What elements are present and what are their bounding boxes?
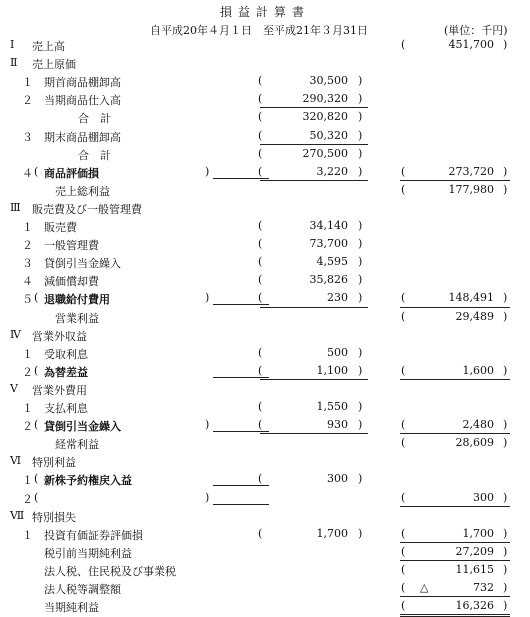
row-label: 経常利益	[55, 438, 99, 452]
col1-close-paren: )	[358, 291, 363, 305]
col1-open-paren: (	[258, 164, 263, 178]
col2-close-paren: )	[503, 599, 508, 613]
row-number: ２	[22, 492, 33, 506]
row-label: 合 計	[78, 112, 111, 126]
col1-amount: 1,100	[316, 363, 348, 377]
statement-row	[0, 561, 530, 579]
row-label: 投資有価証券評価損	[44, 528, 143, 542]
col2-open-paren: (	[401, 581, 406, 594]
statement-row	[0, 253, 530, 271]
statement-row	[0, 416, 530, 434]
statement-row	[0, 543, 530, 561]
col1-open-paren: (	[258, 273, 263, 287]
col2-close-paren: )	[503, 544, 508, 558]
statement-row	[0, 145, 530, 163]
row-label: 販売費及び一般管理費	[32, 202, 142, 216]
statement-row	[0, 36, 530, 54]
col1-amount: 73,700	[309, 237, 348, 251]
statement-row	[0, 308, 530, 326]
col2-amount: 2,480	[462, 418, 494, 432]
row-label: 営業利益	[55, 311, 99, 325]
rule-line	[260, 144, 368, 145]
col1-close-paren: )	[358, 219, 363, 232]
rule-line	[400, 542, 510, 543]
statement-row	[0, 326, 530, 344]
statement-row	[0, 452, 530, 470]
col1-close-paren: )	[358, 74, 363, 88]
row-label: 受取利息	[44, 347, 88, 361]
col1-open-paren: (	[258, 345, 263, 359]
row-number: １	[22, 221, 33, 234]
row-label: 商品評価損	[44, 166, 99, 180]
row-number: １	[22, 347, 33, 361]
rule-line	[400, 307, 510, 308]
col1-open-paren: (	[258, 526, 263, 540]
row-label: 売上原価	[32, 58, 76, 72]
col1-amount: 1,550	[316, 400, 348, 413]
row-label: 販売費	[44, 221, 77, 234]
statement-row	[0, 271, 530, 289]
col2-amount: 300	[473, 490, 494, 504]
statement-row	[0, 362, 530, 380]
document-title: 損益計算書	[219, 5, 310, 19]
label-underline	[213, 504, 269, 505]
statement-row	[0, 579, 530, 597]
close-paren: )	[205, 291, 210, 305]
col1-open-paren: (	[258, 219, 263, 232]
open-paren: (	[34, 291, 39, 305]
col2-open-paren: (	[401, 562, 406, 576]
row-number: ３	[22, 130, 33, 144]
col2-close-paren: )	[503, 363, 508, 377]
label-underline	[213, 178, 269, 179]
row-label: 法人税、住民税及び事業税	[44, 564, 176, 578]
statement-row	[0, 163, 530, 181]
label-underline	[213, 485, 269, 486]
open-paren: (	[34, 363, 39, 377]
col1-amount: 30,500	[309, 74, 348, 88]
col2-close-paren: )	[503, 38, 508, 51]
col1-amount: 290,320	[302, 92, 348, 106]
row-label: 新株予約権戻入益	[44, 474, 132, 488]
close-paren: )	[205, 490, 210, 504]
col2-open-paren: (	[401, 38, 406, 51]
rule-line	[260, 107, 368, 108]
row-label: 営業外収益	[32, 329, 87, 343]
col1-amount: 320,820	[302, 110, 348, 124]
statement-row	[0, 344, 530, 362]
row-number: ４	[22, 166, 33, 180]
col1-open-paren: (	[258, 400, 263, 413]
col1-close-paren: )	[358, 400, 363, 413]
col1-amount: 930	[327, 418, 348, 432]
col1-open-paren: (	[258, 255, 263, 269]
row-label: 特別損失	[32, 510, 76, 524]
col2-open-paren: (	[401, 526, 406, 540]
statement-row	[0, 398, 530, 416]
label-underline	[213, 431, 269, 432]
col1-open-paren: (	[258, 363, 263, 377]
rule-line	[260, 180, 368, 181]
statement-row	[0, 181, 530, 199]
col1-amount: 34,140	[309, 219, 348, 232]
col2-close-paren: )	[503, 490, 508, 504]
row-label: 貸倒引当金繰入	[44, 257, 121, 271]
col2-close-paren: )	[503, 562, 508, 576]
open-paren: (	[34, 418, 39, 432]
close-paren: )	[205, 164, 210, 178]
col2-amount: 732	[473, 581, 494, 594]
col2-open-paren: (	[401, 490, 406, 504]
col2-amount: 451,700	[448, 38, 494, 51]
rule-line	[260, 379, 368, 380]
col1-open-paren: (	[258, 291, 263, 305]
row-label: 減価償却費	[44, 275, 99, 289]
col2-open-paren: (	[401, 182, 406, 196]
rule-line	[260, 307, 368, 308]
row-number: １	[22, 76, 33, 90]
col2-amount: 1,700	[462, 526, 494, 540]
col1-close-paren: )	[358, 255, 363, 269]
fiscal-period: 自平成20年４月１日 至平成21年３月31日	[150, 24, 368, 37]
statement-row	[0, 470, 530, 488]
col1-close-paren: )	[358, 345, 363, 359]
col1-close-paren: )	[358, 110, 363, 124]
col2-close-paren: )	[503, 418, 508, 432]
col2-amount: 28,609	[455, 436, 494, 450]
col1-amount: 50,320	[309, 128, 348, 142]
row-number: Ⅵ	[10, 454, 22, 468]
row-number: ２	[22, 420, 33, 434]
row-number: Ⅴ	[10, 381, 18, 395]
col2-close-paren: )	[503, 164, 508, 178]
row-label: 貸倒引当金繰入	[44, 420, 121, 434]
col1-open-paren: (	[258, 418, 263, 432]
row-label: 当期純利益	[44, 601, 99, 615]
col1-open-paren: (	[258, 237, 263, 251]
row-number: ２	[22, 239, 33, 253]
statement-row	[0, 289, 530, 307]
col2-open-paren: (	[401, 291, 406, 305]
statement-row	[0, 380, 530, 398]
statement-row	[0, 489, 530, 507]
col2-amount: 1,600	[462, 363, 494, 377]
col1-amount: 230	[327, 291, 348, 305]
row-number: Ⅱ	[10, 56, 18, 70]
row-label: 期首商品棚卸高	[44, 76, 121, 90]
col1-close-paren: )	[358, 92, 363, 106]
statement-row	[0, 54, 530, 72]
col2-open-paren: (	[401, 436, 406, 450]
col2-open-paren: (	[401, 363, 406, 377]
row-number: ３	[22, 257, 33, 271]
row-number: Ⅳ	[10, 327, 21, 341]
row-number: Ⅲ	[10, 200, 21, 214]
col2-amount: 148,491	[448, 291, 494, 305]
row-number: ２	[22, 94, 33, 108]
close-paren: )	[205, 418, 210, 432]
statement-row	[0, 434, 530, 452]
row-label: 特別利益	[32, 456, 76, 470]
col2-open-paren: (	[401, 164, 406, 178]
col1-close-paren: )	[358, 273, 363, 287]
row-label: 合 計	[78, 148, 111, 162]
row-label: 退職給付費用	[44, 293, 110, 307]
rule-line	[400, 560, 510, 561]
col2-close-paren: )	[503, 526, 508, 540]
row-number: ２	[22, 365, 33, 379]
statement-row	[0, 217, 530, 235]
row-label: 期末商品棚卸高	[44, 130, 121, 144]
unit-label: (単位：千円)	[444, 24, 508, 37]
col2-open-paren: (	[401, 544, 406, 558]
col1-close-paren: )	[358, 418, 363, 432]
rule-line	[400, 596, 510, 597]
col2-amount: 11,615	[455, 562, 494, 576]
row-label: 営業外費用	[32, 383, 87, 397]
statement-row	[0, 199, 530, 217]
open-paren: (	[34, 472, 39, 486]
col1-close-paren: )	[358, 472, 363, 486]
rule-line	[400, 379, 510, 380]
row-number: １	[22, 402, 33, 415]
statement-row	[0, 507, 530, 525]
rule-line	[400, 180, 510, 181]
col1-amount: 500	[327, 345, 348, 359]
row-label: 一般管理費	[44, 239, 99, 253]
row-label: 法人税等調整額	[44, 583, 121, 596]
row-label: 売上総利益	[55, 184, 110, 198]
statement-row	[0, 108, 530, 126]
col1-open-paren: (	[258, 92, 263, 106]
col2-amount: 177,980	[448, 182, 494, 196]
row-label: 当期商品仕入高	[44, 94, 121, 108]
open-paren: (	[34, 490, 39, 504]
col2-close-paren: )	[503, 581, 508, 594]
col1-close-paren: )	[358, 363, 363, 377]
row-label: 税引前当期純利益	[44, 546, 132, 560]
statement-row	[0, 90, 530, 108]
col1-open-paren: (	[258, 472, 263, 486]
col1-open-paren: (	[258, 74, 263, 88]
col2-open-paren: (	[401, 599, 406, 613]
col1-close-paren: )	[358, 164, 363, 178]
col1-amount: 4,595	[316, 255, 348, 269]
row-number: ４	[22, 275, 33, 289]
col1-close-paren: )	[358, 146, 363, 160]
row-label: 売上高	[32, 40, 65, 53]
col2-amount: 29,489	[455, 309, 494, 323]
statement-row	[0, 525, 530, 543]
statement-row	[0, 235, 530, 253]
col2-close-paren: )	[503, 182, 508, 196]
label-underline	[213, 304, 269, 305]
row-number: ５	[22, 293, 33, 307]
col2-close-paren: )	[503, 309, 508, 323]
col1-amount: 270,500	[302, 146, 348, 160]
col2-close-paren: )	[503, 436, 508, 450]
col2-amount: 273,720	[448, 164, 494, 178]
col2-open-paren: (	[401, 309, 406, 323]
statement-row	[0, 597, 530, 615]
col1-close-paren: )	[358, 237, 363, 251]
statement-row	[0, 127, 530, 145]
col1-close-paren: )	[358, 128, 363, 142]
rule-line	[260, 433, 368, 434]
row-number: Ⅶ	[10, 508, 25, 522]
row-number: １	[22, 474, 33, 488]
col1-amount: 35,826	[309, 273, 348, 287]
open-paren: (	[34, 164, 39, 178]
col1-amount: 300	[327, 472, 348, 486]
negative-triangle: △	[420, 581, 429, 594]
row-label: 支払利息	[44, 402, 88, 415]
statement-row	[0, 72, 530, 90]
col2-open-paren: (	[401, 418, 406, 432]
col2-close-paren: )	[503, 291, 508, 305]
row-label: 為替差益	[44, 365, 88, 379]
rule-line	[400, 433, 510, 434]
col1-open-paren: (	[258, 110, 263, 124]
label-underline	[213, 377, 269, 378]
col2-amount: 16,326	[455, 599, 494, 613]
rule-line	[400, 506, 510, 507]
col1-amount: 3,220	[316, 164, 348, 178]
col1-open-paren: (	[258, 128, 263, 142]
col1-amount: 1,700	[316, 526, 348, 540]
col1-close-paren: )	[358, 526, 363, 540]
col1-open-paren: (	[258, 146, 263, 160]
row-number: １	[22, 528, 33, 542]
col2-amount: 27,209	[455, 544, 494, 558]
row-number: Ⅰ	[10, 38, 15, 51]
